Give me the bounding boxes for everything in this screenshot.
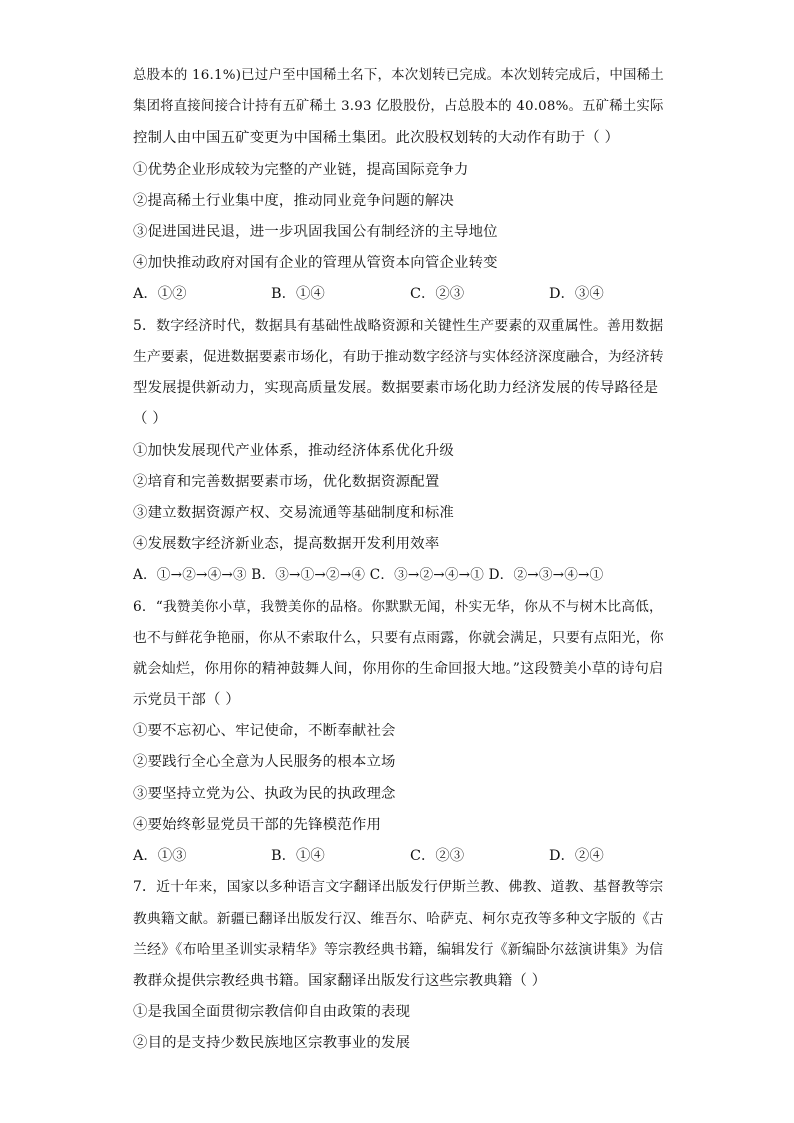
q6-stem-line-4: 示党员干部（ ） [133,692,240,708]
q6-stem-line-1: 6．“我赞美你小草，我赞美你的品格。你默默无闻，朴实无华，你从不与树木比高低， [133,599,663,615]
q5-stem-line-1: 5．数字经济时代，数据具有基础性战略资源和关键性生产要素的双重属性。善用数据 [133,318,664,334]
q5-stem-line-4: （ ） [133,411,167,427]
q4-item-4: ④加快推动政府对国有企业的管理从管资本向管企业转变 [133,255,498,271]
q7-stem-line-2: 教典籍文献。新疆已翻译出版发行汉、维吾尔、哈萨克、柯尔克孜等多种文字版的《古 [133,911,664,927]
q5-stem-line-3: 型发展提供新动力，实现高质量发展。数据要素市场化助力经济发展的传导路径是 [133,380,659,396]
q4-stem-line-1: 总股本的 16.1%)已过户至中国稀土名下，本次划转已完成。本次划转完成后，中国稀土 [133,68,664,83]
q7-stem-line-3: 兰经》《布哈里圣训实录精华》等宗教经典书籍，编辑发行《新编卧尔兹演讲集》为信 [133,942,664,958]
q6-item-4: ④要始终彰显党员干部的先锋模范作用 [133,817,382,833]
q4-option-d: D．③④ [549,286,604,302]
q6-item-3: ③要坚持立党为公、执政为民的执政理念 [133,786,396,802]
q7-stem-line-4: 教群众提供宗教经典书籍。国家翻译出版发行这些宗教典籍（ ） [133,973,547,989]
q5-item-3: ③建立数据资源产权、交易流通等基础制度和标准 [133,505,454,521]
q5-options: A．①→②→④→③ B．③→①→②→④ C．③→②→④→① D．②→③→④→① [133,567,604,583]
q5-item-4: ④发展数字经济新业态，提高数据开发利用效率 [133,536,440,552]
q5-stem-line-2: 生产要素，促进数据要素市场化，有助于推动数字经济与实体经济深度融合，为经济转 [133,349,664,365]
q5-item-2: ②培育和完善数据要素市场，优化数据资源配置 [133,474,440,490]
q6-item-1: ①要不忘初心、牢记使命，不断奉献社会 [133,723,396,739]
q7-stem-line-1: 7．近十年来，国家以多种语言文字翻译出版发行伊斯兰教、佛教、道教、基督教等宗 [133,879,664,895]
q4-option-b: B．①④ [271,286,325,302]
q6-stem-line-3: 就会灿烂，你用你的精神鼓舞人间，你用你的生命回报大地。”这段赞美小草的诗句启 [133,661,664,677]
q4-item-2: ②提高稀土行业集中度，推动同业竞争问题的解决 [133,193,454,209]
q4-stem-line-3: 控制人由中国五矿变更为中国稀土集团。此次股权划转的大动作有助于（ ） [133,130,620,146]
q4-item-3: ③促进国进民退，进一步巩固我国公有制经济的主导地位 [133,224,498,240]
q6-option-c: C．②③ [410,848,465,864]
q7-item-2: ②目的是支持少数民族地区宗教事业的发展 [133,1035,411,1051]
q6-option-b: B．①④ [271,848,325,864]
q6-option-d: D．②④ [549,848,604,864]
q4-option-a: A．①② [133,286,187,302]
q7-item-1: ①是我国全面贯彻宗教信仰自由政策的表现 [133,1004,411,1020]
q5-item-1: ①加快发展现代产业体系，推动经济体系优化升级 [133,443,454,459]
q4-stem-line-2: 集团将直接间接合计持有五矿稀土 3.93 亿股股份，占总股本的 40.08%。五矿稀土实际 [133,99,664,114]
q6-option-a: A．①③ [133,848,187,864]
q6-stem-line-2: 也不与鲜花争艳丽，你从不索取什么，只要有点雨露，你就会满足，只要有点阳光，你 [133,630,664,646]
q6-item-2: ②要践行全心全意为人民服务的根本立场 [133,754,396,770]
q4-item-1: ①优势企业形成较为完整的产业链，提高国际竞争力 [133,162,469,178]
q4-option-c: C．②③ [410,286,465,302]
